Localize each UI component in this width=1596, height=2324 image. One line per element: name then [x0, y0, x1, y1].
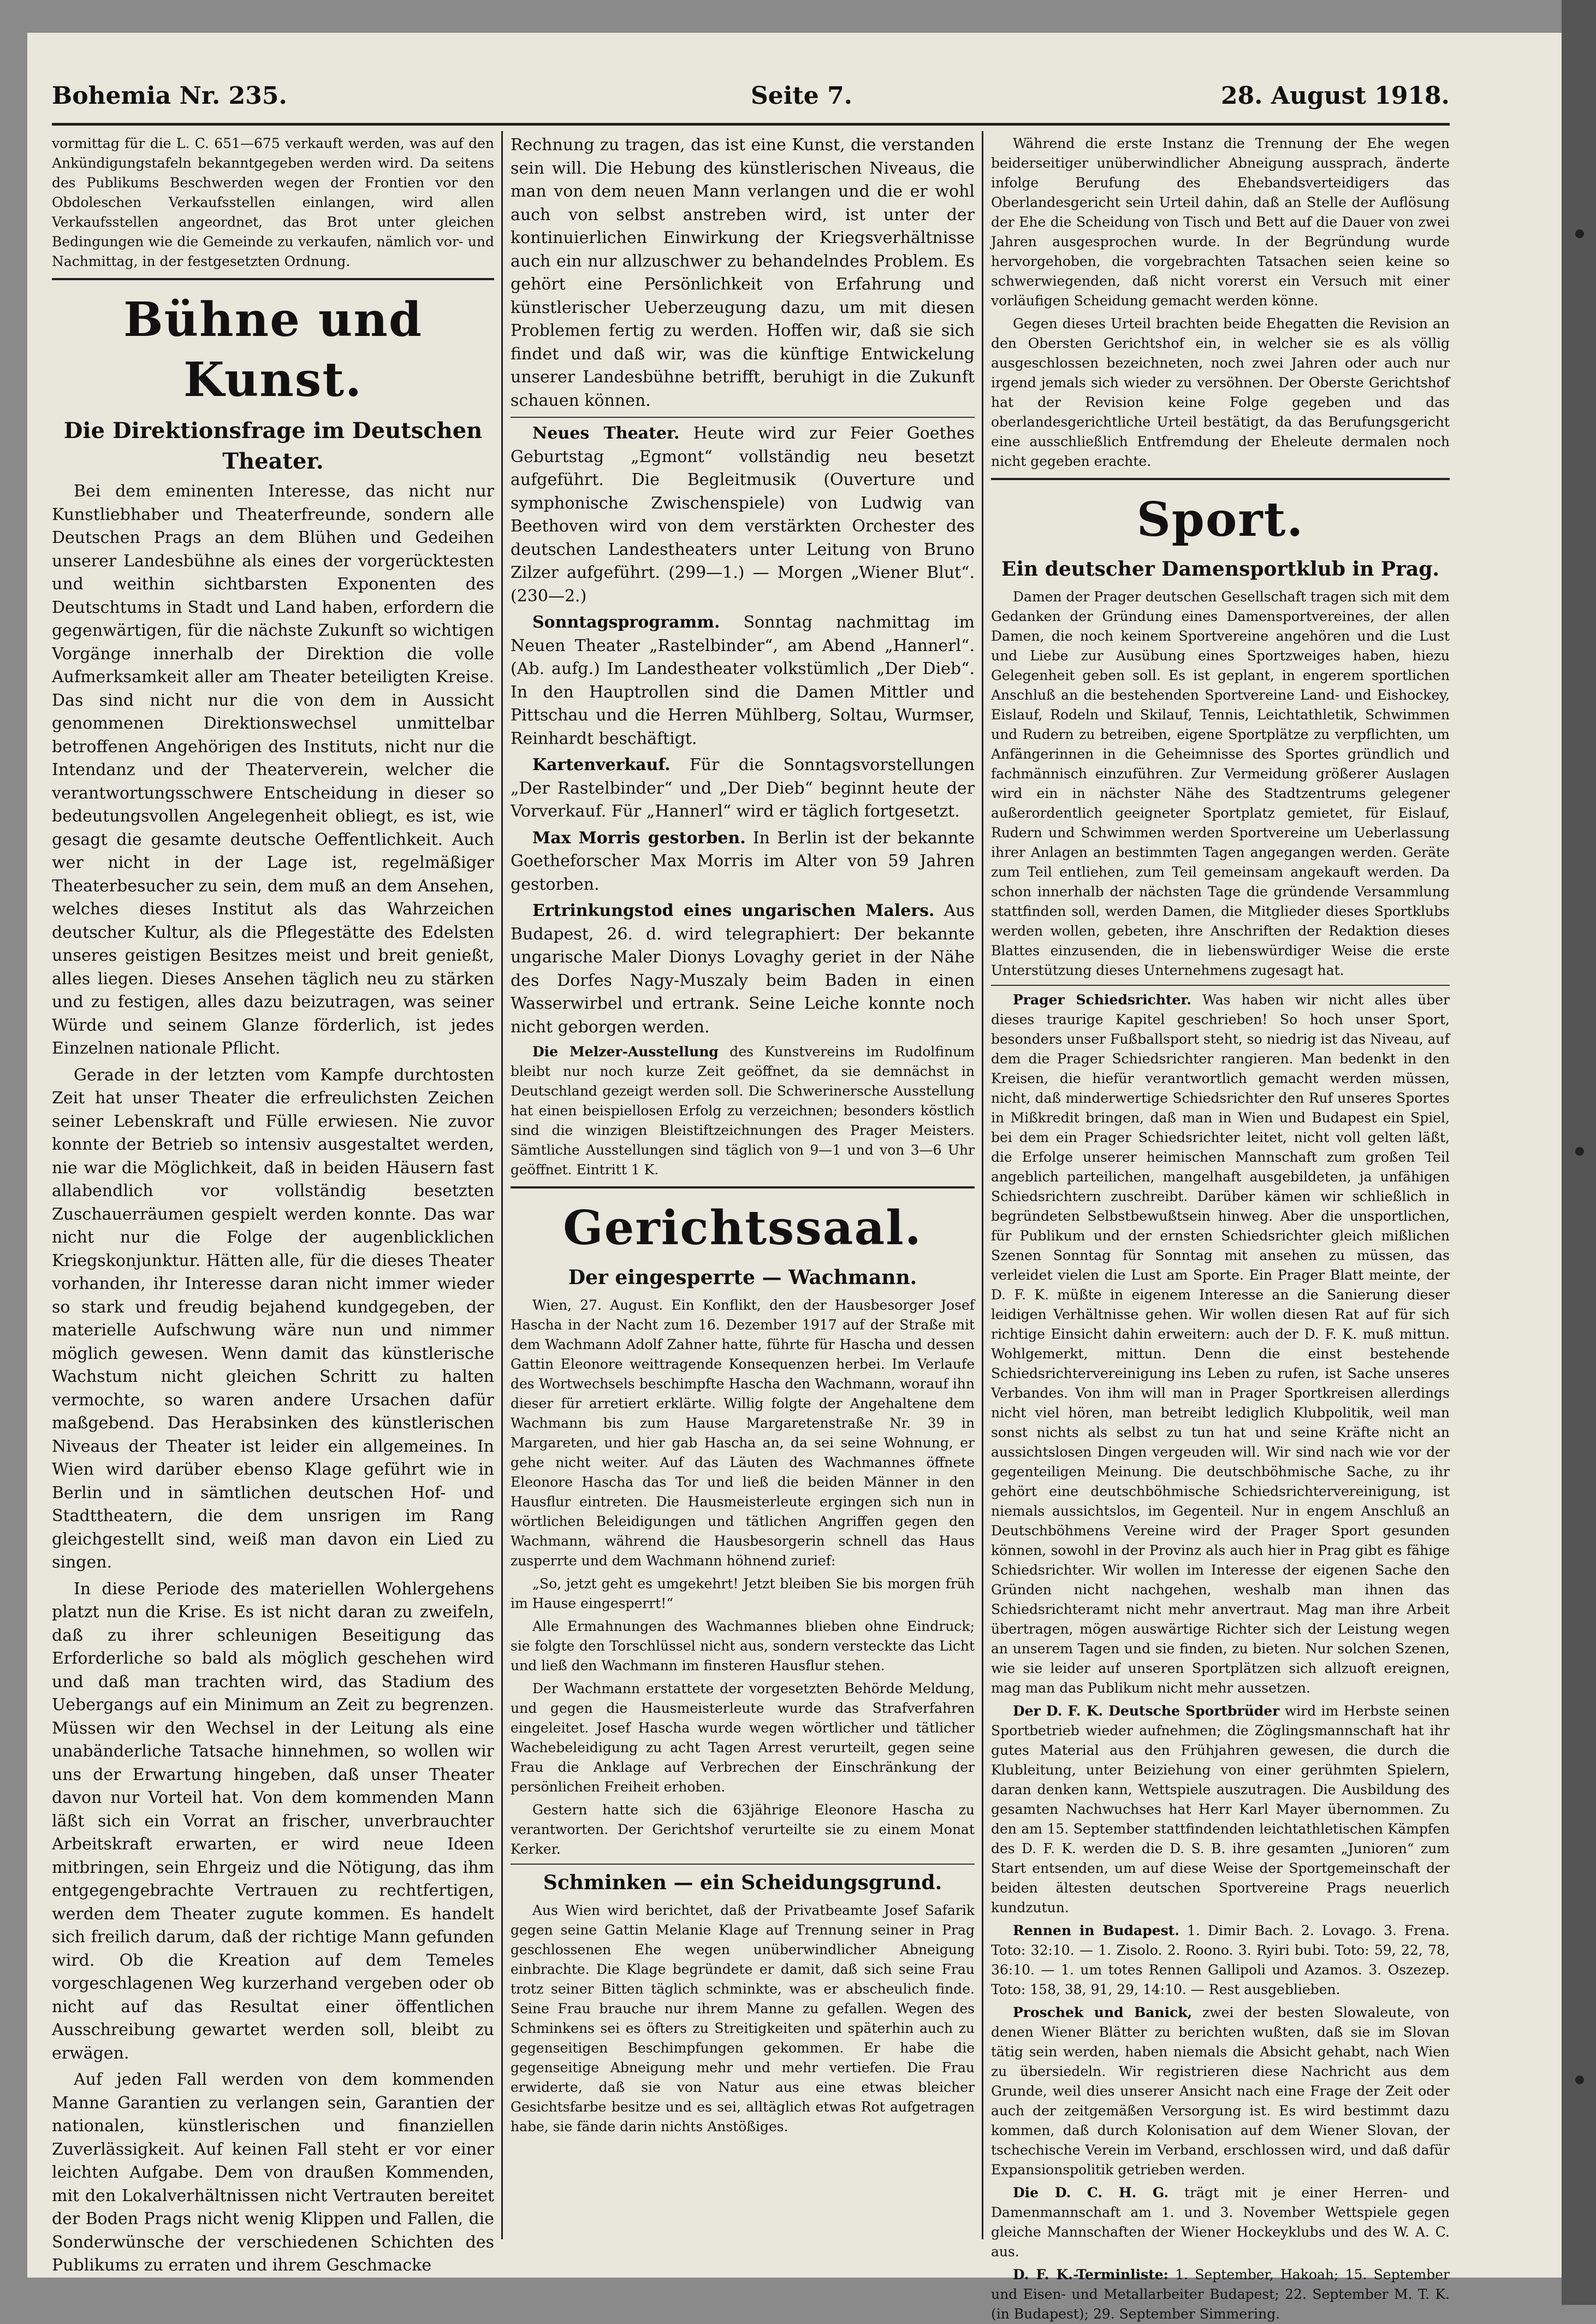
sport-note — [991, 2183, 1450, 2262]
divider — [511, 417, 975, 418]
article-paragraph: Aus Wien wird berichtet, daß der Privatbeamte Josef Safarik gegen seine Gattin Melanie Klage auf Trennung seiner in Prag geschlossenen Ehe wegen unüberwindlicher Abneigung einbrachte. Die Klage begründete er damit, daß sich seine Frau trotz seiner Bitten täglich schminkte, was er abscheulich finde. Seine Frau brauche nur ihrem Manne zu gefallen. Wegen des Schminkens sei es öfters zu Streitigkeiten und späterhin auch zu gegenseitigen Beschimpfungen gekommen. Er habe die gegenseitige Abneigung mehr und mehr vertiefen. Die Frau erwiderte, daß sie von Natur aus eine etwas bleicher Gesichtsfarbe besitze und es sei, alltäglich etwas Rot aufgetragen habe, sie fände darin nichts Anstößiges. — [511, 1902, 975, 2134]
article-paragraph: Der Wachmann erstattete der vorgesetzten Behörde Meldung, und gegen die Hausmeisterleute wurde das Strafverfahren eingeleitet. Josef Hascha wurde wegen wörtlicher und tätlicher Wachebeleidigung zu acht Tagen Arrest verurteilt, gegen seine Frau die Anklage auf Verbrechen der Einschränkung der persönlichen Freiheit erhoben. — [511, 1681, 975, 1795]
divider — [511, 1864, 975, 1865]
section-title-sport: Sport. — [1136, 492, 1304, 547]
page-number: Seite 7. — [751, 82, 853, 110]
section-rule — [511, 1186, 975, 1188]
note-lead: Max Morris gestorben. — [532, 828, 746, 848]
article-paragraph: Während die erste Instanz die Trennung der Ehe wegen beiderseitiger unüberwindlicher Abneigung aussprach, änderte infolge Berufung des Ehebandsverteidigers das Oberlandesgericht sein Urteil dahin, daß an Stelle der Auflösung der Ehe die Scheidung von Tisch und Bett auf die Dauer von zwei Jahren ausgesprochen wurde. In der Begründung wurde hervorgehoben, die vorgebrachten Tatsachen seien keine so schwerwiegenden, daß nicht vorerst ein Versuch mit einer vorläufigen Scheidung gemacht werden könne. — [991, 135, 1450, 309]
note-lead: Der D. F. K. Deutsche Sportbrüder — [1013, 1703, 1280, 1719]
article-paragraph: Gestern hatte sich die 63jährige Eleonore Hascha zu verantworten. Der Gerichtshof verurteilte sie zu einem Monat Kerker. — [511, 1802, 975, 1857]
header-rule — [52, 123, 1450, 126]
note-text: Aus Budapest, 26. d. wird telegraphiert: Der bekannte ungarische Maler Dionys Lovaghy geriet in der Nähe des Dorfes Nagy-Muszaly beim Baden in einen Wasserwirbel und ertrank. Seine Leiche konnte noch nicht geborgen werden. — [511, 901, 975, 1037]
note-lead: Proschek und Banick, — [1013, 2004, 1192, 2020]
note-lead: Die Melzer-Ausstellung — [532, 1044, 719, 1060]
article-title-direktionsfrage: Die Direktionsfrage im Deutschen Theater. — [63, 418, 483, 474]
note-text: wird im Herbste seinen Sportbetrieb wieder aufnehmen; die Zöglingsmannschaft hat ihr gutes Material aus den Frühjahren gewesen, die durch die Klubleitung, unter Beiziehung von einer gerühmten Spielern, daran denken kann, Wettspiele auszutragen. Die Ausbildung des gesamten Nachwuchses hat Herr Karl Mayer übernommen. Zu den am 15. September stattfindenden leichtathletischen Kämpfen des D. F. K. werden die D. S. B. ihre gesamten „Junioren“ zum Start entsenden, um auf diese Weise der Sportgemeinschaft der beiden ältesten deutschen Sportvereine Prags neuerlich kundzutun. — [991, 1703, 1450, 1915]
divider — [991, 985, 1450, 986]
article-paragraph: Gegen dieses Urteil brachten beide Ehegatten die Revision an den Obersten Gerichtshof ein, in welcher sie es als völlig ausgeschlossen bezeichneten, noch zwei Jahren oder auch nur irgend jemals sich wieder zu versöhnen. Der Oberste Gerichtshof hat der Revision keine Folge gegeben und das oberlandesgerichtliche Urteil bestätigt, da das Berufungsgericht eine ausschließlich Entfremdung der Eheleute dermalen noch nicht gegeben erachte. — [991, 316, 1450, 469]
note-lead: Prager Schiedsrichter. — [1013, 992, 1192, 1008]
note-text: des Kunstvereins im Rudolfinum bleibt nur noch kurze Zeit geöffnet, da sie demnächst in Deutschland gezeigt werden soll. Die Schwerinersche Ausstellung hat einen beispiellosen Erfolg zu verzeichnen; besonders köstlich sind die winzigen Bleistiftzeichnungen des Prager Meisters. Sämtliche Ausstellungen sind täglich von 9—1 und von 3—6 Uhr geöffnet. Eintritt 1 K. — [511, 1044, 975, 1178]
article-paragraph: Wien, 27. August. Ein Konflikt, den der Hausbesorger Josef Hascha in der Nacht zum 16. Dezember 1917 auf der Straße mit dem Wachmann Adolf Zahner hatte, führte für Hascha und dessen Gattin Eleonore weittragende Konsequenzen herbei. Im Verlaufe des Wortwechsels beschimpfte Hascha den Wachmann, worauf ihn dieser für arretiert erklärte. Willig folgte der Angehaltene dem Wachmann bis zum Hause Margaretenstraße Nr. 39 in Margareten, und hier gab Hascha an, da sei seine Wohnung, er gehe nicht weiter. Auf das Läuten des Wachmannes öffnete Eleonore Hascha das Tor und ließ die beiden Männer in den Hausflur eintreten. Die Hausmeisterleute ergingen sich nun in wörtlichen Beleidigungen und tätlichen Angriffen gegen den Wachmann, während die Hausbesorgerin schnell das Haus zusperrte und dem Wachmann höhnend zurief: — [511, 1297, 975, 1569]
article-title-schminken: Schminken — ein Scheidungsgrund. — [543, 1871, 942, 1894]
column-divider-2 — [982, 131, 983, 2239]
column-1 — [52, 134, 494, 2275]
article-paragraph: Alle Ermahnungen des Wachmannes blieben ohne Eindruck; sie folgte den Torschlüssel nicht aus, sondern versteckte das Licht und ließ den Wachmann im finsteren Hausflur stehen. — [511, 1618, 975, 1673]
theater-note — [511, 827, 975, 897]
note-text: trägt mit je einer Herren- und Damenmannschaft am 1. und 3. November Wettspiele gegen gleiche Mannschaften der Wiener Hockeyklubs und des W. A. C. aus. — [991, 2185, 1450, 2260]
note-text: Sonntag nachmittag im Neuen Theater „Rastelbinder“, am Abend „Hannerl“. (Ab. aufg.) Im Landestheater volkstümlich „Der Dieb“. In den Hauptrollen sind die Damen Mittler und Pittschau und die Herren Mühlberg, Soltau, Wurmser, Reinhardt beschäftigt. — [511, 613, 975, 748]
note-text: Was haben wir nicht alles über dieses traurige Kapitel geschrieben! So hoch unser Sport, besonders unser Fußballsport steht, so niedrig ist das Niveau, auf dem die Prager Schiedsrichter rangieren. Man bedenkt in den Kreisen, die hiefür verantwortlich gemacht werden müssen, nicht, daß minderwertige Schiedsrichter den Ruf unseres Sportes in Mißkredit bringen, daß man in Wien und Budapest ein Spiel, bei dem ein Prager Schiedsrichter leitet, nicht voll gelten läßt, die Erfolge unserer heimischen Mannschaft zum großen Teil angeblich parteilichen, mangelhaft ausgebildeten, ja unfähigen Schiedsrichtern zuschreibt. Darüber kämen wir schließlich in begründeten Selbstbewußtsein hinweg. Aber die unsportlichen, für Publikum und der ernsten Schiedsrichter gleich mißlichen Szenen Sonntag für Sonntag mit ansehen zu müssen, das verleidet vielen die Lust am Sporte. Ein Prager Blatt meinte, der D. F. K. müßte in eigenem Interesse an die Sanierung dieser leidigen Verhältnisse gehen. Wir wollen diesen Rat auf für sich richtige Einsicht dahin erweitern: auch der D. F. K. muß mittun. Wohlgemerkt, mittun. Denn die einst bestehende Schiedsrichtervereinigung ins Leben zu rufen, ist Sache unseres Verbandes. Von ihm will man in Prager Sportkreisen allerdings nicht viel hören, man betreibt lediglich Klubpolitik, weil man sonst nichts als selbst zu tun hat und seine Kräfte nicht an aussichtslosen Dingen vergeuden will. Wir sind nach wie vor der gegenteiligen Meinung. Die deutschböhmische Sache, zu ihr gehört eine deutschböhmische Schiedsrichtervereinigung, ist niemals aussichtslos, im Gegenteil. Nur in engem Anschluß an Deutschböhmens Vereine wird der Prager Sport gesunden können, sowohl in der Provinz als auch hier in Prag gibt es fähige Schiedsrichter. Wir wollen im Interesse der eigenen Sache den Gründen nicht nachgehen, weshalb man ihnen das Schiedsrichteramt nicht mehr anvertraut. Mag man ihre Arbeit übertragen, mögen auswärtige Richter sich der Leistung wegen an unserem Tagen und sie finden, zu bieten. Nur solchen Szenen, wie sie leider auf unseren Sportplätzen sich allzuoft ereignen, mag man das Publikum nicht mehr aussetzen. — [991, 992, 1450, 1696]
note-text: 1. September, Hakoah; 15. September und Eisen- und Metallarbeiter Budapest; 22. September M. T. K. (in Budapest); 29. September Simmering. — [991, 2267, 1450, 2322]
section-title-buehne: Bühne und Kunst. — [123, 292, 423, 407]
article-title-wachmann: Der eingesperrte — Wachmann. — [568, 1266, 917, 1289]
publication-issue: Bohemia Nr. 235. — [52, 82, 287, 110]
sport-note — [991, 990, 1450, 1698]
section-rule — [52, 278, 494, 280]
note-lead: Sonntagsprogramm. — [532, 613, 720, 632]
column-2 — [511, 134, 975, 2242]
article-paragraph: In diese Periode des materiellen Wohlergehens platzt nun die Krise. Es ist nicht daran zu zweifeln, daß zu ihrer schleunigen Beseitigung das Erforderliche so bald als möglich geschehen wird und daß man trachten wird, das Stadium des Uebergangs auf ein Minimum an Zeit zu begrenzen. Müssen wir den Wechsel in der Leitung als eine unabänderliche Tatsache hinnehmen, so wollen wir uns der Erwartung hingeben, daß unser Theater davon nur Vorteil hat. Von dem kommenden Mann läßt sich ein Vorrat an frischer, unverbrauchter Arbeitskraft erwarten, er wird neue Ideen mitbringen, sein Ehrgeiz und die Nötigung, das ihm entgegengebrachte Vertrauen zu rechtfertigen, werden dem Theater zugute kommen. Es handelt sich freilich darum, daß der richtige Mann gefunden wird. Ob die Kreation auf dem Temeles vorgeschlagenen Weg kurzerhand vergeben oder ob nicht auf das Resultat einer öffentlichen Ausschreibung gewartet werden soll, bleibt zu erwägen. — [52, 1579, 494, 2063]
theater-note — [511, 1042, 975, 1180]
note-text: In Berlin ist der bekannte Goetheforscher Max Morris im Alter von 59 Jahren gestorben. — [511, 828, 975, 894]
note-text: zwei der besten Slowaleute, von denen Wiener Blätter zu berichten wußten, daß sie im Slovan tätig sein werden, haben niemals die Absicht gehabt, nach Wien zu übersiedeln. Wir registrieren diese Nachricht aus dem Grunde, weil dies unserer Ansicht nach eine Frage der Zeit oder auch der zeitgemäßen Versorgung ist. Es wird bestimmt dazu kommen, daß durch Kolonisation auf dem Wiener Slovan, der tschechische Verein im Verband, erschlossen wird, und daß dafür Expansionspolitik getrieben werden. — [991, 2004, 1450, 2178]
note-lead: Ertrinkungstod eines ungarischen Malers. — [532, 901, 935, 920]
note-lead: Kartenverkauf. — [532, 755, 671, 774]
sport-note — [991, 2003, 1450, 2180]
sport-note — [991, 1701, 1450, 1918]
note-lead: D. F. K.-Terminliste: — [1013, 2267, 1168, 2282]
article-paragraph: Damen der Prager deutschen Gesellschaft tragen sich mit dem Gedanken der Gründung eines Damensportvereines, der allen Damen, die noch keinem Sportvereine angehören und die Lust und Liebe zur Ausübung eines Sportzweiges haben, hiezu Gelegenheit geben soll. Es ist geplant, in engerem sportlichen Anschluß an die bestehenden Sportvereine Land- und Eishockey, Eislauf, Rodeln und Skilauf, Tennis, Leichtathletik, Schwimmen und Rudern zu betreiben, eigene Sportplätze zu verpflichten, um Anfängerinnen in die Geheimnisse des Sportes gründlich und fachmännisch einzuführen. Zur Vermeidung größerer Auslagen wird ein in nächster Nähe des Stadtzentrums gelegener außerordentlich geeigneter Sportplatz gemietet, für Eislauf, Rudern und Schwimmen werden Sportvereine um Ueberlassung ihrer Anlagen an bestimmten Tagen angegangen werden. Geräte zum Teil entliehen, zum Teil gemeinsam angekauft werden. Da schon innerhalb der nächsten Tage die gründende Versammlung stattfinden soll, werden Damen, die Mitglieder dieses Sportklubs werden wollen, gebeten, ihre Anschriften der Redaktion dieses Blattes einzusenden, die in liebenswürdiger Weise die erste Unterstützung dieses Unternehmens zugesagt hat. — [991, 589, 1450, 978]
publication-date: 28. August 1918. — [1221, 82, 1450, 110]
column-3 — [991, 134, 1450, 2322]
note-lead: Neues Theater. — [532, 424, 680, 443]
sport-note — [991, 2265, 1450, 2324]
theater-note — [511, 611, 975, 750]
binding-hole-mark — [1575, 229, 1584, 238]
theater-note — [511, 754, 975, 824]
bread-notice: vormittag für die L. C. 651—675 verkauft werden, was auf den Ankündigungstafeln bekanntgegeben werden wird. Da seitens des Publikums Beschwerden wegen der Frontien vor den Obdoleschen Verkaufsstellen einlangen, wird allen Verkaufsstellen angeordnet, das Brot unter gleichen Bedingungen wie die Gemeinde zu verkaufen, nämlich vor- und Nachmittag, in der festgesetzten Ordnung. — [52, 135, 494, 269]
section-title-gerichtssaal: Gerichtssaal. — [563, 1201, 922, 1256]
article-paragraph: Bei dem eminenten Interesse, das nicht nur Kunstliebhaber und Theaterfreunde, sondern alle Deutschen Prags an dem Blühen und Gedeihen unserer Landesbühne als eines der vorgerücktesten und weithin sichtbarsten Exponenten des Deutschtums in Stadt und Land haben, erfordern die gegenwärtigen, für die nächste Zukunft so wichtigen Vorgänge innerhalb der Direktion die volle Aufmerksamkeit aller am Theater beteiligten Kreise. Das sind nicht nur die von dem in Aussicht genommenen Direktionswechsel unmittelbar betroffenen Angehörigen des Instituts, nicht nur die Intendanz und der Theaterverein, welcher die verantwortungsschwere Entscheidung in dieser so bedeutungsvollen Angelegenheit obliegt, es ist, wie gesagt die gesamte deutsche Oeffentlichkeit. Auch wer nicht in der Lage ist, regelmäßiger Theaterbesucher zu sein, dem muß an dem Ansehen, welches dieses Institut als das Wahrzeichen deutscher Kultur, als die Pflegestätte des Edelsten unseres geistigen Besitzes meist und breit genießt, alles liegen. Dieses Ansehen täglich neu zu stärken und zu festigen, alles dazu beizutragen, was seiner Würde und seinem Glanze förderlich, ist jedes Einzelnen nationale Pflicht. — [52, 482, 494, 1058]
section-rule — [991, 478, 1450, 480]
note-text: Für die Sonntagsvorstellungen „Der Rastelbinder“ und „Der Dieb“ beginnt heute der Vorverkauf. Für „Hannerl“ wird er täglich fortgesetzt. — [511, 755, 975, 821]
article-paragraph: Rechnung zu tragen, das ist eine Kunst, die verstanden sein will. Die Hebung des künstlerischen Niveaus, die man von dem neuen Mann verlangen und die er wohl auch von selbst anstreben wird, ist unter der kontinuierlichen Einwirkung der Kriegsverhältnisse auch ein nur allzuschwer zu behandelndes Problem. Es gehört eine Persönlichkeit von Erfahrung und künstlerischer Ueberzeugung dazu, um mit diesen Problemen fertig zu werden. Hoffen wir, daß sie sich findet und daß wir, was die künftige Entwickelung unserer Landesbühne betrifft, beruhigt in die Zukunft schauen können. — [511, 135, 975, 410]
note-text: 1. Dimir Bach. 2. Lovago. 3. Frena. Toto: 32:10. — 1. Zisolo. 2. Roono. 3. Ryiri bubi. Toto: 59, 22, 78, 36:10. — 1. um totes Rennen Gallipoli und Azamos. 3. Oszezep. Toto: 158, 38, 91, 29, 14:10. — Rest ausgeblieben. — [991, 1923, 1450, 1997]
note-lead: Rennen in Budapest. — [1013, 1923, 1180, 1938]
theater-note — [511, 900, 975, 1039]
note-lead: Die D. C. H. G. — [1013, 2185, 1169, 2201]
theater-note — [511, 422, 975, 608]
binding-hole-mark — [1575, 2075, 1584, 2084]
binding-hole-mark — [1575, 1147, 1584, 1156]
note-text: Heute wird zur Feier Goethes Geburtstag „Egmont“ vollständig neu besetzt aufgeführt. Die Begleitmusik (Ouverture und symphonische Zwischenspiele) von Ludwig van Beethoven wird von dem verstärkten Orchester des deutschen Landestheaters unter Leitung von Bruno Zilzer aufgeführt. (299—1.) — Morgen „Wiener Blut“. (230—2.) — [511, 424, 975, 606]
sport-note — [991, 1921, 1450, 2000]
article-paragraph: „So, jetzt geht es umgekehrt! Jetzt bleiben Sie bis morgen früh im Hause eingesperrt!“ — [511, 1576, 975, 1611]
article-paragraph: Gerade in der letzten vom Kampfe durchtosten Zeit hat unser Theater die erfreulichsten Zeichen seiner Lebenskraft und Fülle erwiesen. Nie zuvor konnte der Betrieb so intensiv ausgestaltet werden, nie war die Möglichkeit, daß in beiden Häusern fast allabendlich vor vollständig besetzten Zuschauerräumen gespielt werden konnte. Das war nicht nur die Folge der augenblicklichen Kriegskonjunktur. Hätten alle, für die dieses Theater vorhanden, ihr Interesse daran nicht immer wieder so stark und freudig bejahend kundgegeben, der materielle Aufschwung wäre nun und nimmer möglich gewesen. Wenn damit das künstlerische Wachstum nicht gleichen Schritt zu halten vermochte, so waren andere Ursachen dafür maßgebend. Das Herabsinken des künstlerischen Niveaus der Theater ist leider ein allgemeines. In Wien wird darüber ebenso Klage geführt wie in Berlin und in sämtlichen deutschen Hof- und Stadttheatern, die dem unsrigen im Rang gleichgestellt sind, weiß man davon ein Lied zu singen. — [52, 1065, 494, 1572]
article-title-damensportklub: Ein deutscher Damensportklub in Prag. — [1001, 558, 1440, 581]
column-divider-1 — [501, 131, 503, 2239]
article-paragraph: Auf jeden Fall werden von dem kommenden Manne Garantien zu verlangen sein, Garantien der nationalen, künstlerischen und finanziellen Zuverlässigkeit. Auf keinen Fall steht er vor einer leichten Aufgabe. Dem von draußen Kommenden, mit den Lokalverhältnissen nicht Vertrauten bereitet der Boden Prags nicht wenig Klippen und Fallen, die Sonderwünsche der verschiedenen Schichten des Publikums zu erraten und ihrem Geschmacke — [52, 2070, 494, 2275]
page-header — [52, 82, 1450, 115]
